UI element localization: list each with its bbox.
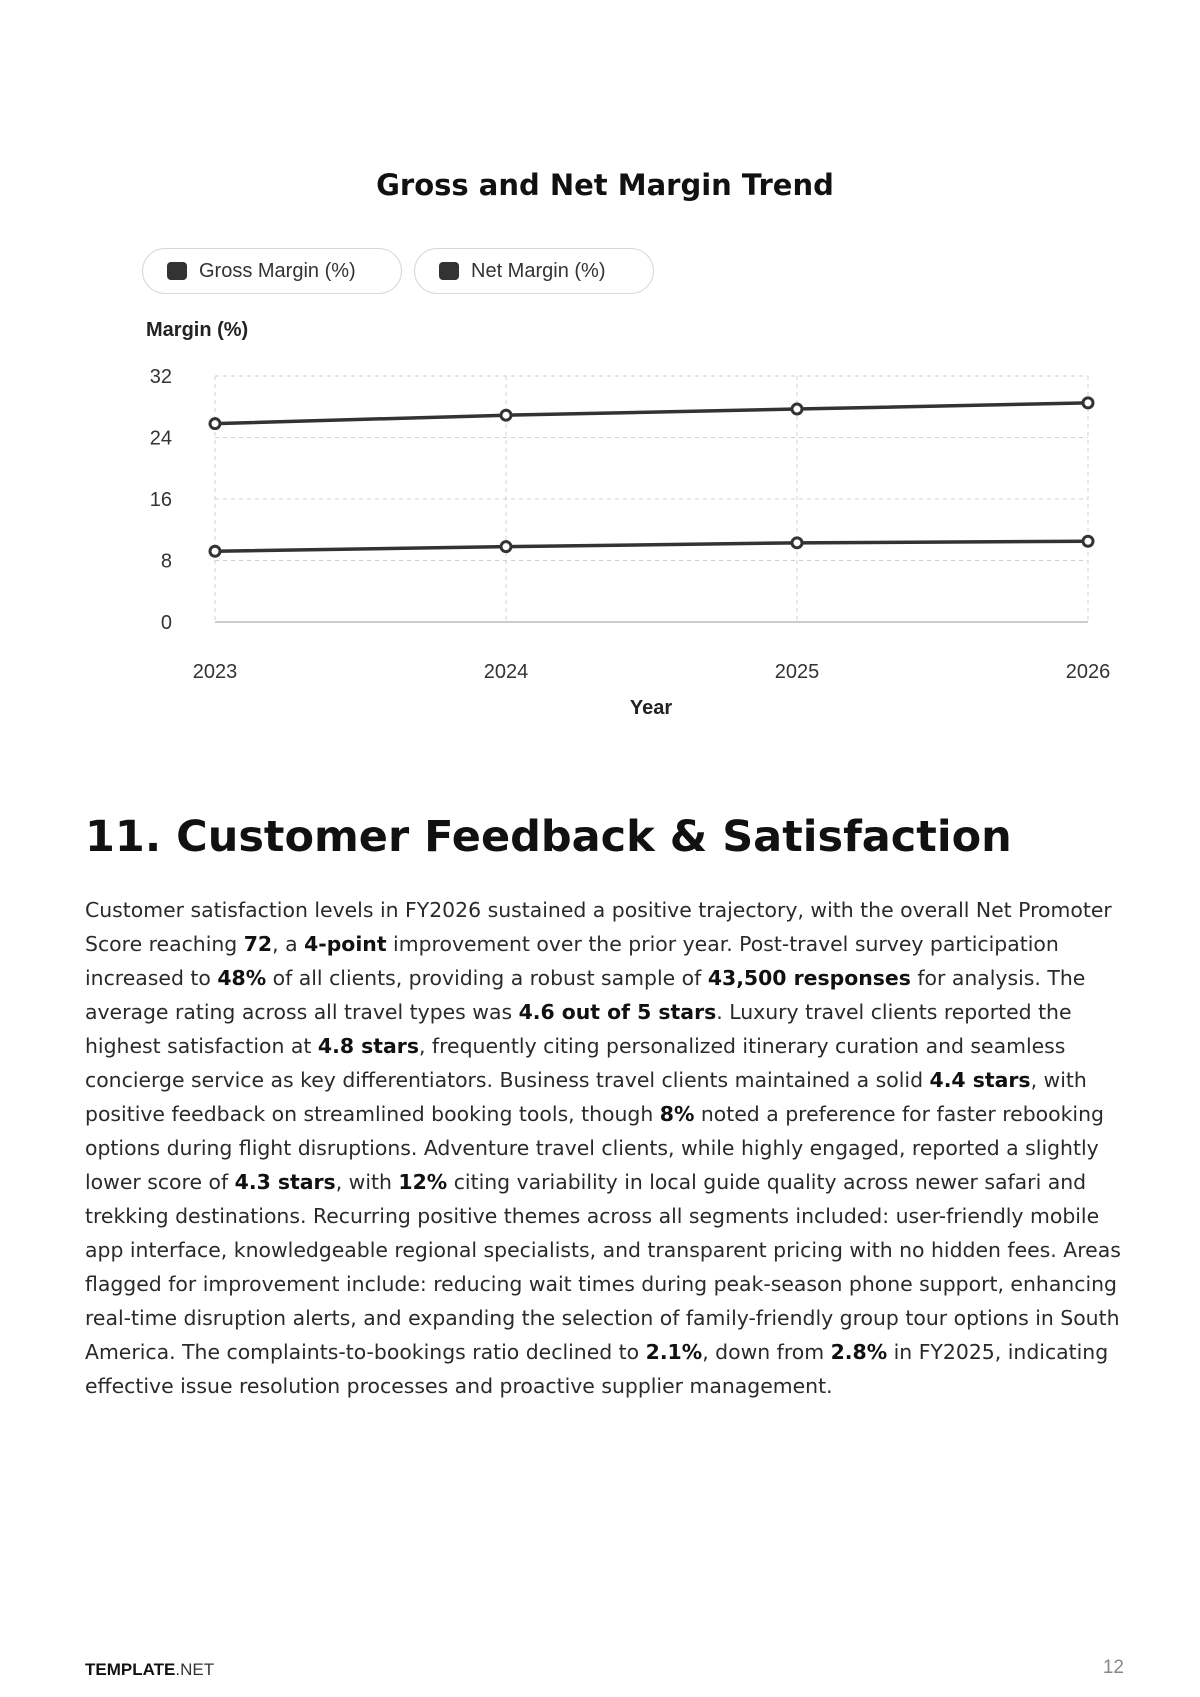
x-axis-title: Year <box>629 697 673 719</box>
highlight-value: 4.3 stars <box>234 1170 336 1194</box>
satisfaction-paragraph <box>85 893 1125 1403</box>
net-margin-point[interactable] <box>501 542 511 552</box>
highlight-value: 48% <box>217 966 267 990</box>
highlight-value: 2.1% <box>645 1340 703 1364</box>
paragraph-text: for analysis. The average rating across all travel types was <box>85 966 1086 1024</box>
footer-brand[interactable] <box>85 1660 214 1680</box>
footer-brand-bold: TEMPLATE <box>85 1660 176 1679</box>
footer-brand-suffix: .NET <box>175 1660 215 1679</box>
y-tick-label: 32 <box>149 366 172 388</box>
highlight-value: 43,500 responses <box>707 966 911 990</box>
net-margin-point[interactable] <box>792 538 802 548</box>
paragraph-text: , frequently citing personalized itinerary curation and seamless concierge service as key differentiators. Business travel clients maintained a solid <box>85 1034 1066 1092</box>
gross-margin-point[interactable] <box>210 419 220 429</box>
x-tick-label: 2026 <box>1065 661 1111 683</box>
gross-margin-point[interactable] <box>501 410 511 420</box>
section-heading: 11. Customer Feedback & Satisfaction <box>85 812 1012 862</box>
paragraph-text: . Luxury travel clients reported the highest satisfaction at <box>85 1000 1072 1058</box>
y-tick-label: 0 <box>160 612 172 634</box>
page-number: 12 <box>1102 1657 1124 1678</box>
highlight-value: 4.6 out of 5 stars <box>518 1000 717 1024</box>
y-axis-title: Margin (%) <box>146 319 249 341</box>
legend-label-net-margin: Net Margin (%) <box>471 259 606 282</box>
highlight-value: 4-point <box>304 932 387 956</box>
net-margin-point[interactable] <box>210 546 220 556</box>
highlight-value: 2.8% <box>830 1340 888 1364</box>
legend-label-gross-margin: Gross Margin (%) <box>199 259 356 282</box>
net-margin-point[interactable] <box>1083 536 1093 546</box>
y-tick-label: 16 <box>149 489 172 511</box>
net-margin-line <box>215 541 1088 551</box>
x-tick-label: 2025 <box>774 661 820 683</box>
paragraph-text: of all clients, providing a robust sample of <box>266 966 708 990</box>
paragraph-text: , a <box>272 932 305 956</box>
paragraph-text: Customer satisfaction levels in FY2026 sustained a positive trajectory, with the overall Net Promoter Score reaching <box>85 898 1112 956</box>
y-tick-label: 8 <box>160 550 172 573</box>
paragraph-text: in FY2025, indicating effective issue resolution processes and proactive supplier management. <box>85 1340 1109 1398</box>
highlight-value: 4.4 stars <box>929 1068 1031 1092</box>
paragraph-text: improvement over the prior year. Post-travel survey participation increased to <box>85 932 1059 990</box>
highlight-value: 4.8 stars <box>317 1034 419 1058</box>
highlight-value: 8% <box>659 1102 695 1126</box>
highlight-value: 72 <box>243 932 273 956</box>
paragraph-text: , with positive feedback on streamlined booking tools, though <box>85 1068 1087 1126</box>
gross-margin-point[interactable] <box>1083 398 1093 408</box>
gross-margin-point[interactable] <box>792 404 802 414</box>
y-tick-label: 24 <box>149 427 172 450</box>
paragraph-text: citing variability in local guide quality across newer safari and trekking destinations. Recurring positive themes across all segments included: user-friendly mobile app interface, knowledgeable regional specialists, and transparent pricing with no hidden fees. Areas flagged for improvement include: reducing wait times during peak-season phone support, enhancing real-time disruption alerts, and expanding the selection of family-friendly group tour options in South America. The complaints-to-bookings ratio declined to <box>85 1170 1121 1364</box>
paragraph-text: noted a preference for faster rebooking options during flight disruptions. Adventure travel clients, while highly engaged, reported a slightly lower score of <box>85 1102 1104 1194</box>
gross-margin-line <box>215 403 1088 424</box>
x-tick-label: 2024 <box>483 661 529 683</box>
paragraph-text: , with <box>335 1170 399 1194</box>
chart-title: Gross and Net Margin Trend <box>376 168 834 202</box>
highlight-value: 12% <box>398 1170 448 1194</box>
paragraph-text: , down from <box>702 1340 831 1364</box>
x-tick-label: 2023 <box>192 661 238 683</box>
margin-line-chart <box>0 0 1200 740</box>
